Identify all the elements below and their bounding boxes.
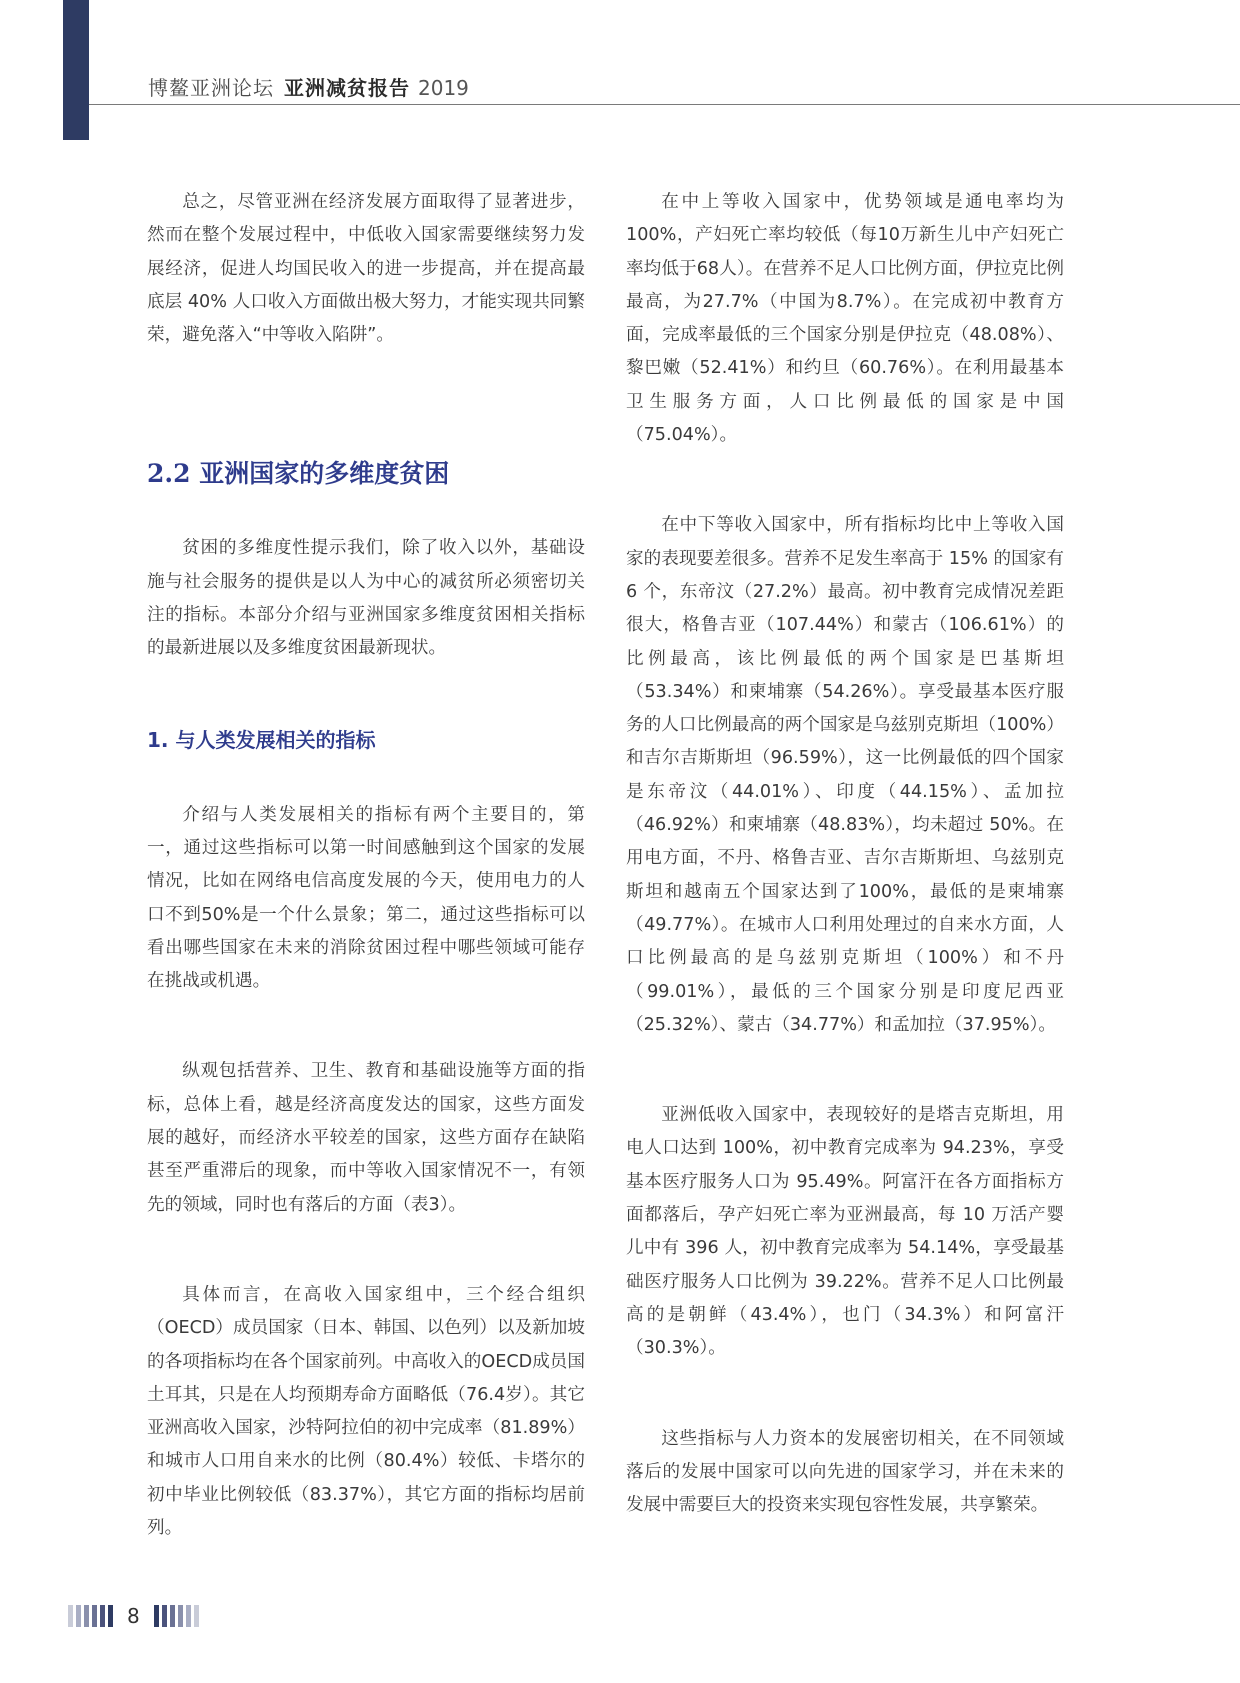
header-report-title: 亚洲减贫报告 — [284, 76, 410, 100]
footer-stripes-right — [154, 1605, 199, 1627]
page-number: 8 — [127, 1604, 140, 1628]
paragraph: 在中上等收入国家中，优势领域是通电率均为100%，产妇死亡率均较低（每10万新生儿中产妇死亡率均低于68人）。在营养不足人口比例方面，伊拉克比例最高，为27.7%（中国为8.7%）。在完成初中教育方面，完成率最低的三个国家分别是伊拉克（48.08%）、黎巴嫩（52.41%）和约旦（60.76%）。在利用最基本卫生服务方面，人口比例最低的国家是中国（75.04%）。 — [626, 192, 1064, 446]
paragraph: 这些指标与人力资本的发展密切相关，在不同领域落后的发展中国家可以向先进的国家学习，并在未来的发展中需要巨大的投资来实现包容性发展，共享繁荣。 — [626, 1428, 1064, 1516]
footer-stripes-left — [68, 1605, 113, 1627]
running-header — [148, 72, 469, 101]
section-heading: 2.2 亚洲国家的多维度贫困 — [147, 459, 450, 489]
paragraph: 纵观包括营养、卫生、教育和基础设施等方面的指标，总体上看，越是经济高度发达的国家，这些方面发展的越好，而经济水平较差的国家，这些方面存在缺陷甚至严重滞后的现象，而中等收入国家情况不一，有领先的领域，同时也有落后的方面（表3）。 — [147, 1061, 585, 1215]
paragraph: 介绍与人类发展相关的指标有两个主要目的，第一，通过这些指标可以第一时间感触到这个国家的发展情况，比如在网络电信高度发展的今天，使用电力的人口不到50%是一个什么景象；第二，通过这些指标可以看出哪些国家在未来的消除贫困过程中哪些领域可能存在挑战或机遇。 — [147, 804, 585, 992]
paragraph: 具体而言，在高收入国家组中，三个经合组织（OECD）成员国家（日本、韩国、以色列）以及新加坡的各项指标均在各个国家前列。中高收入的OECD成员国土耳其，只是在人均预期寿命方面略低（76.4岁）。其它亚洲高收入国家，沙特阿拉伯的初中完成率（81.89%）和城市人口用自来水的比例（80.4%）较低、卡塔尔的初中毕业比例较低（83.37%），其它方面的指标均居前列。 — [147, 1284, 585, 1539]
header-side-bar — [63, 0, 89, 140]
paragraph: 亚洲低收入国家中，表现较好的是塔吉克斯坦，用电人口达到 100%，初中教育完成率为 94.23%，享受基本医疗服务人口为 95.49%。阿富汗在各方面指标方面都落后，孕产妇死亡率为亚洲最高，每 10 万活产婴儿中有 396 人，初中教育完成率为 54.14%，享受最基础医疗服务人口比例为 39.22%。营养不足人口比例最高的是朝鲜（43.4%），也门（34.3%）和阿富汗（30.3%）。 — [626, 1105, 1064, 1359]
subsection-heading: 1. 与人类发展相关的指标 — [147, 727, 376, 752]
right-column — [626, 186, 1064, 1522]
left-column — [147, 186, 585, 1545]
paragraph: 总之，尽管亚洲在经济发展方面取得了显著进步，然而在整个发展过程中，中低收入国家需要继续努力发展经济，促进人均国民收入的进一步提高，并在提高最底层 40% 人口收入方面做出极大努力，才能实现共同繁荣，避免落入“中等收入陷阱”。 — [147, 192, 585, 346]
header-year: 2019 — [418, 76, 469, 100]
header-rule — [89, 104, 1240, 105]
page-footer — [68, 1603, 199, 1629]
header-forum: 博鳌亚洲论坛 — [148, 76, 274, 100]
paragraph: 在中下等收入国家中，所有指标均比中上等收入国家的表现要差很多。营养不足发生率高于 15% 的国家有 6 个，东帝汶（27.2%）最高。初中教育完成情况差距很大，格鲁吉亚（107.44%）和蒙古（106.61%）的比例最高，该比例最低的两个国家是巴基斯坦（53.34%）和柬埔寨（54.26%）。享受最基本医疗服务的人口比例最高的两个国家是乌兹别克斯坦（100%）和吉尔吉斯斯坦（96.59%），这一比例最低的四个国家是东帝汶（44.01%）、印度（44.15%）、孟加拉（46.92%）和柬埔寨（48.83%），均未超过 50%。在用电方面，不丹、格鲁吉亚、吉尔吉斯斯坦、乌兹别克斯坦和越南五个国家达到了100%，最低的是柬埔寨（49.77%）。在城市人口利用处理过的自来水方面，人口比例最高的是乌兹别克斯坦（100%）和不丹（99.01%），最低的三个国家分别是印度尼西亚（25.32%）、蒙古（34.77%）和孟加拉（37.95%）。 — [626, 515, 1064, 1035]
paragraph: 贫困的多维度性提示我们，除了收入以外，基础设施与社会服务的提供是以人为中心的减贫所必须密切关注的指标。本部分介绍与亚洲国家多维度贫困相关指标的最新进展以及多维度贫困最新现状。 — [147, 538, 585, 659]
